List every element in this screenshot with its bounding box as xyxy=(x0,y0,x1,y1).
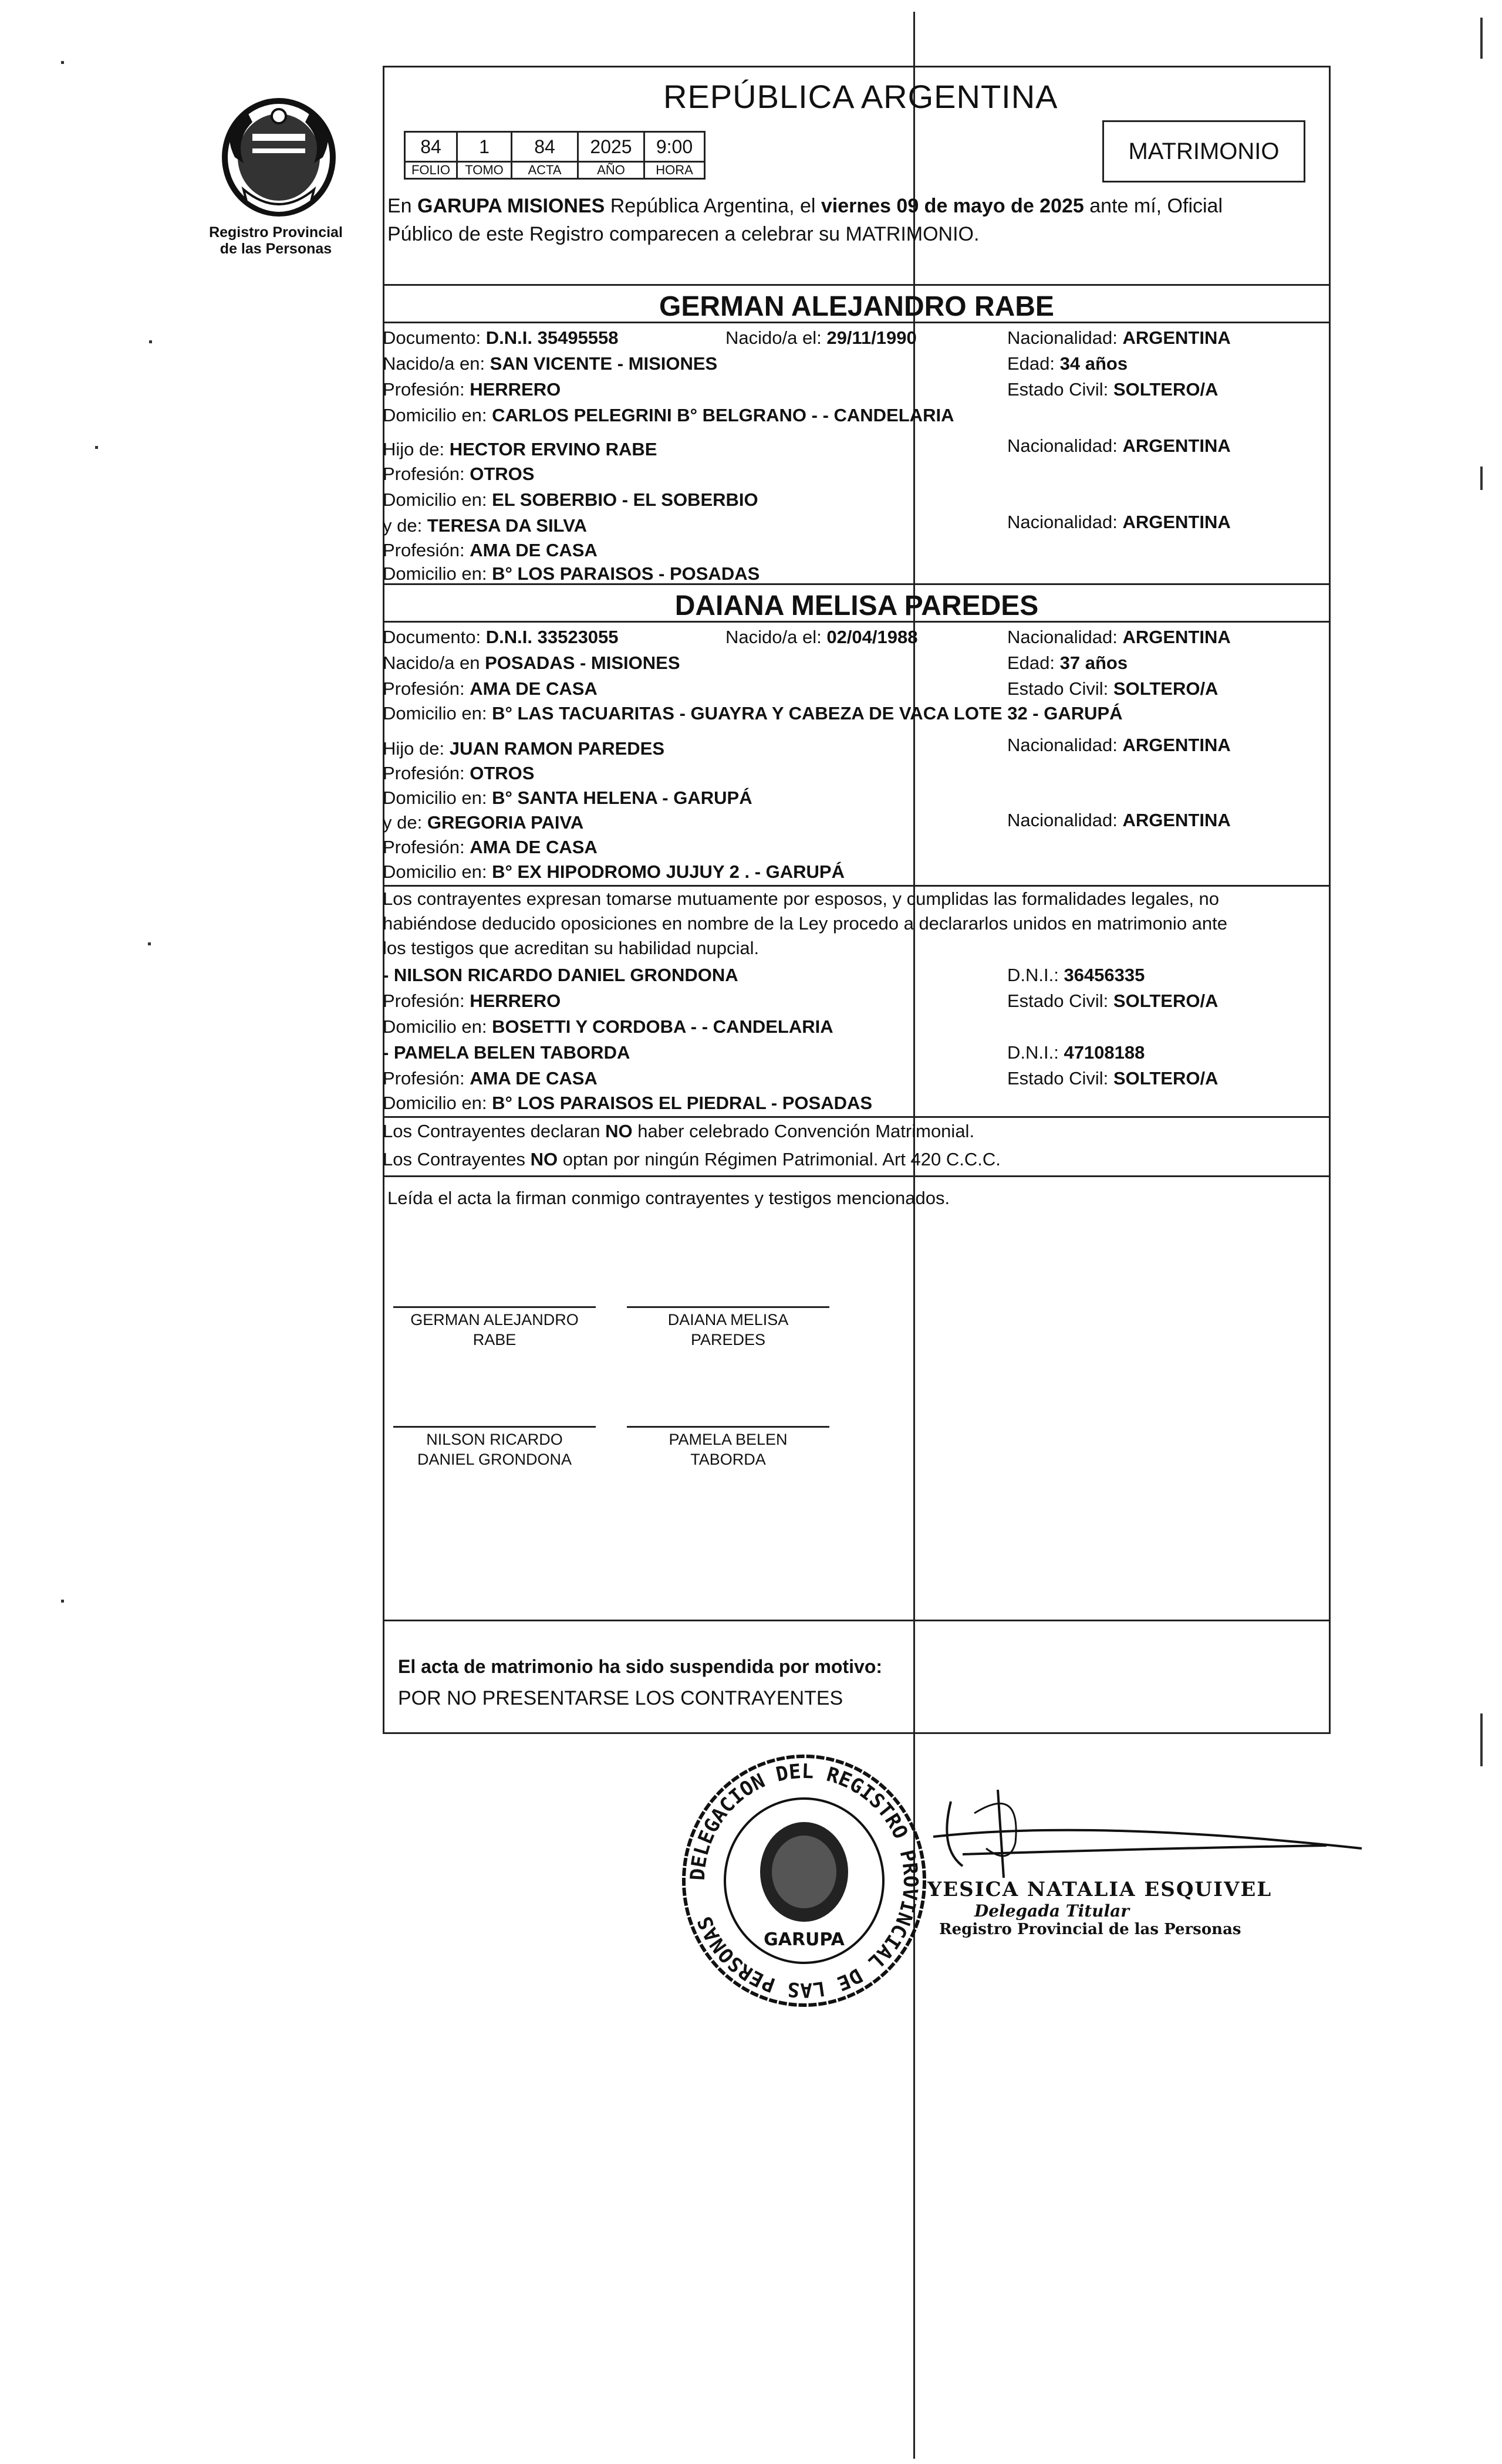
tomo-label: TOMO xyxy=(457,162,512,179)
c1-nat: Nacionalidad: ARGENTINA xyxy=(1007,327,1231,348)
c2-mother: y de: GREGORIA PAIVA xyxy=(383,812,584,833)
c2-mother-nat: Nacionalidad: ARGENTINA xyxy=(1007,810,1231,830)
testigos-text-3: los testigos que acreditan su habilidad nupcial. xyxy=(383,938,760,958)
scan-speck xyxy=(1480,18,1483,59)
signature-name-3: NILSON RICARDO DANIEL GRONDONA xyxy=(417,1431,572,1468)
signature-name-1: GERMAN ALEJANDRO RABE xyxy=(410,1311,579,1348)
c2-mother-prof: Profesión: AMA DE CASA xyxy=(383,837,598,857)
acta-value: 84 xyxy=(512,132,578,162)
page-title: REPÚBLICA ARGENTINA xyxy=(663,78,1058,115)
t1-prof: Profesión: HERRERO xyxy=(383,991,561,1011)
convencion-line2: Los Contrayentes NO optan por ningún Régimen Patrimonial. Art 420 C.C.C. xyxy=(383,1149,1001,1170)
folio-value: 84 xyxy=(405,132,457,162)
c1-dom: Domicilio en: CARLOS PELEGRINI B° BELGRANO - - CANDELARIA xyxy=(383,405,954,425)
signature-name-4: PAMELA BELEN TABORDA xyxy=(669,1431,788,1468)
c1-father-prof: Profesión: OTROS xyxy=(383,464,535,484)
c2-civil: Estado Civil: SOLTERO/A xyxy=(1007,678,1219,699)
c2-mother-dom: Domicilio en: B° EX HIPODROMO JUJUY 2 . - GARUPÁ xyxy=(383,861,845,882)
suspension-reason: POR NO PRESENTARSE LOS CONTRAYENTES xyxy=(398,1687,843,1709)
signature-line xyxy=(393,1306,596,1308)
suspension-label: El acta de matrimonio ha sido suspendida por motivo: xyxy=(398,1656,883,1677)
c1-born-in: Nacido/a en: SAN VICENTE - MISIONES xyxy=(383,353,718,374)
convencion-line1: Los Contrayentes declaran NO haber celebrado Convención Matrimonial. xyxy=(383,1121,975,1141)
t1-name: - NILSON RICARDO DANIEL GRONDONA xyxy=(383,965,738,985)
c2-prof: Profesión: AMA DE CASA xyxy=(383,678,598,699)
official-block xyxy=(927,1878,1272,1938)
t2-prof: Profesión: AMA DE CASA xyxy=(383,1068,598,1089)
divider xyxy=(383,284,1331,286)
contrayente1-name: GERMAN ALEJANDRO RABE xyxy=(659,291,1054,322)
official-title: Delegada Titular xyxy=(974,1901,1130,1921)
fold-line xyxy=(913,12,915,2459)
signature-name-2: DAIANA MELISA PAREDES xyxy=(667,1311,789,1348)
t1-civil: Estado Civil: SOLTERO/A xyxy=(1007,991,1219,1011)
testigos-text-2: habiéndose deducido oposiciones en nombre de la Ley procedo a declararlos unidos en matrimonio ante xyxy=(383,913,1228,934)
anio-label: AÑO xyxy=(578,162,644,179)
anio-value: 2025 xyxy=(578,132,644,162)
c2-birth: Nacido/a el: 02/04/1988 xyxy=(725,627,918,647)
intro-suffix: ante mí, Oficial xyxy=(1084,195,1223,217)
scan-speck xyxy=(95,446,98,449)
intro-date: viernes 09 de mayo de 2025 xyxy=(821,195,1084,217)
c1-mother-dom: Domicilio en: B° LOS PARAISOS - POSADAS xyxy=(383,563,760,584)
official-signature xyxy=(916,1778,1385,1884)
intro-paragraph xyxy=(387,192,1327,248)
stamp-ring-text: DELEGACION DEL REGISTRO PROVINCIAL DE LAS PERSONAS xyxy=(686,1759,923,2002)
scan-speck xyxy=(61,1600,64,1603)
registry-caption xyxy=(176,224,376,257)
c2-father-prof: Profesión: OTROS xyxy=(383,763,535,783)
c1-mother-prof: Profesión: AMA DE CASA xyxy=(383,540,598,560)
registry-caption-line1: Registro Provincial xyxy=(209,224,343,241)
tomo-value: 1 xyxy=(457,132,512,162)
firmas-intro: Leída el acta la firman conmigo contrayentes y testigos mencionados. xyxy=(387,1188,950,1208)
intro-line2: Público de este Registro comparecen a celebrar su MATRIMONIO. xyxy=(387,223,980,245)
hora-value: 9:00 xyxy=(644,132,705,162)
scan-speck xyxy=(1480,1713,1483,1766)
c2-father: Hijo de: JUAN RAMON PAREDES xyxy=(383,738,665,759)
official-office: Registro Provincial de las Personas xyxy=(939,1921,1241,1938)
c2-father-dom: Domicilio en: B° SANTA HELENA - GARUPÁ xyxy=(383,787,752,808)
stamp-center-text: GARUPA xyxy=(764,1929,845,1950)
c2-doc: Documento: D.N.I. 33523055 xyxy=(383,627,619,647)
c2-dom: Domicilio en: B° LAS TACUARITAS - GUAYRA Y CABEZA DE VACA LOTE 32 - GARUPÁ xyxy=(383,703,1123,724)
divider xyxy=(383,1116,1331,1118)
divider xyxy=(383,885,1331,887)
scan-speck xyxy=(148,942,151,945)
intro-place: GARUPA MISIONES xyxy=(417,195,605,217)
c1-doc: Documento: D.N.I. 35495558 xyxy=(383,327,619,348)
c1-mother: y de: TERESA DA SILVA xyxy=(383,515,587,536)
divider xyxy=(383,1175,1331,1177)
scan-speck xyxy=(61,61,64,64)
scan-speck xyxy=(1480,467,1483,490)
intro-prefix: En xyxy=(387,195,418,217)
c1-age: Edad: 34 años xyxy=(1007,353,1128,374)
c2-born-in: Nacido/a en POSADAS - MISIONES xyxy=(383,653,680,673)
c1-birth: Nacido/a el: 29/11/1990 xyxy=(725,327,917,348)
t2-name: - PAMELA BELEN TABORDA xyxy=(383,1042,630,1063)
t1-dni: D.N.I.: 36456335 xyxy=(1007,965,1145,985)
t2-dom: Domicilio en: B° LOS PARAISOS EL PIEDRAL - POSADAS xyxy=(383,1093,873,1113)
folio-label: FOLIO xyxy=(405,162,457,179)
c1-father-nat: Nacionalidad: ARGENTINA xyxy=(1007,435,1231,456)
c1-civil: Estado Civil: SOLTERO/A xyxy=(1007,379,1219,400)
c2-age: Edad: 37 años xyxy=(1007,653,1128,673)
contrayente2-name: DAIANA MELISA PAREDES xyxy=(674,590,1039,621)
signature-line xyxy=(627,1426,829,1428)
signature-line xyxy=(627,1306,829,1308)
t2-dni: D.N.I.: 47108188 xyxy=(1007,1042,1145,1063)
hora-label: HORA xyxy=(644,162,705,179)
signature-line xyxy=(393,1426,596,1428)
c2-father-nat: Nacionalidad: ARGENTINA xyxy=(1007,735,1231,755)
province-seal-icon xyxy=(211,93,346,222)
official-name: YESICA NATALIA ESQUIVEL xyxy=(927,1878,1273,1901)
divider xyxy=(383,1620,1331,1621)
c1-mother-nat: Nacionalidad: ARGENTINA xyxy=(1007,512,1231,532)
c2-nat: Nacionalidad: ARGENTINA xyxy=(1007,627,1231,647)
c1-prof: Profesión: HERRERO xyxy=(383,379,561,400)
testigos-text-1: Los contrayentes expresan tomarse mutuamente por esposos, y cumplidas las formalidades legales, no xyxy=(383,888,1220,909)
scan-speck xyxy=(149,340,152,343)
registry-stamp xyxy=(675,1752,933,2010)
c1-father: Hijo de: HECTOR ERVINO RABE xyxy=(383,439,657,459)
intro-mid: República Argentina, el xyxy=(605,195,821,217)
document-type-box: MATRIMONIO xyxy=(1102,120,1305,182)
t2-civil: Estado Civil: SOLTERO/A xyxy=(1007,1068,1219,1089)
record-meta-table xyxy=(404,131,706,180)
acta-label: ACTA xyxy=(512,162,578,179)
t1-dom: Domicilio en: BOSETTI Y CORDOBA - - CANDELARIA xyxy=(383,1016,833,1037)
registry-caption-line2: de las Personas xyxy=(220,241,332,257)
c1-father-dom: Domicilio en: EL SOBERBIO - EL SOBERBIO xyxy=(383,489,758,510)
